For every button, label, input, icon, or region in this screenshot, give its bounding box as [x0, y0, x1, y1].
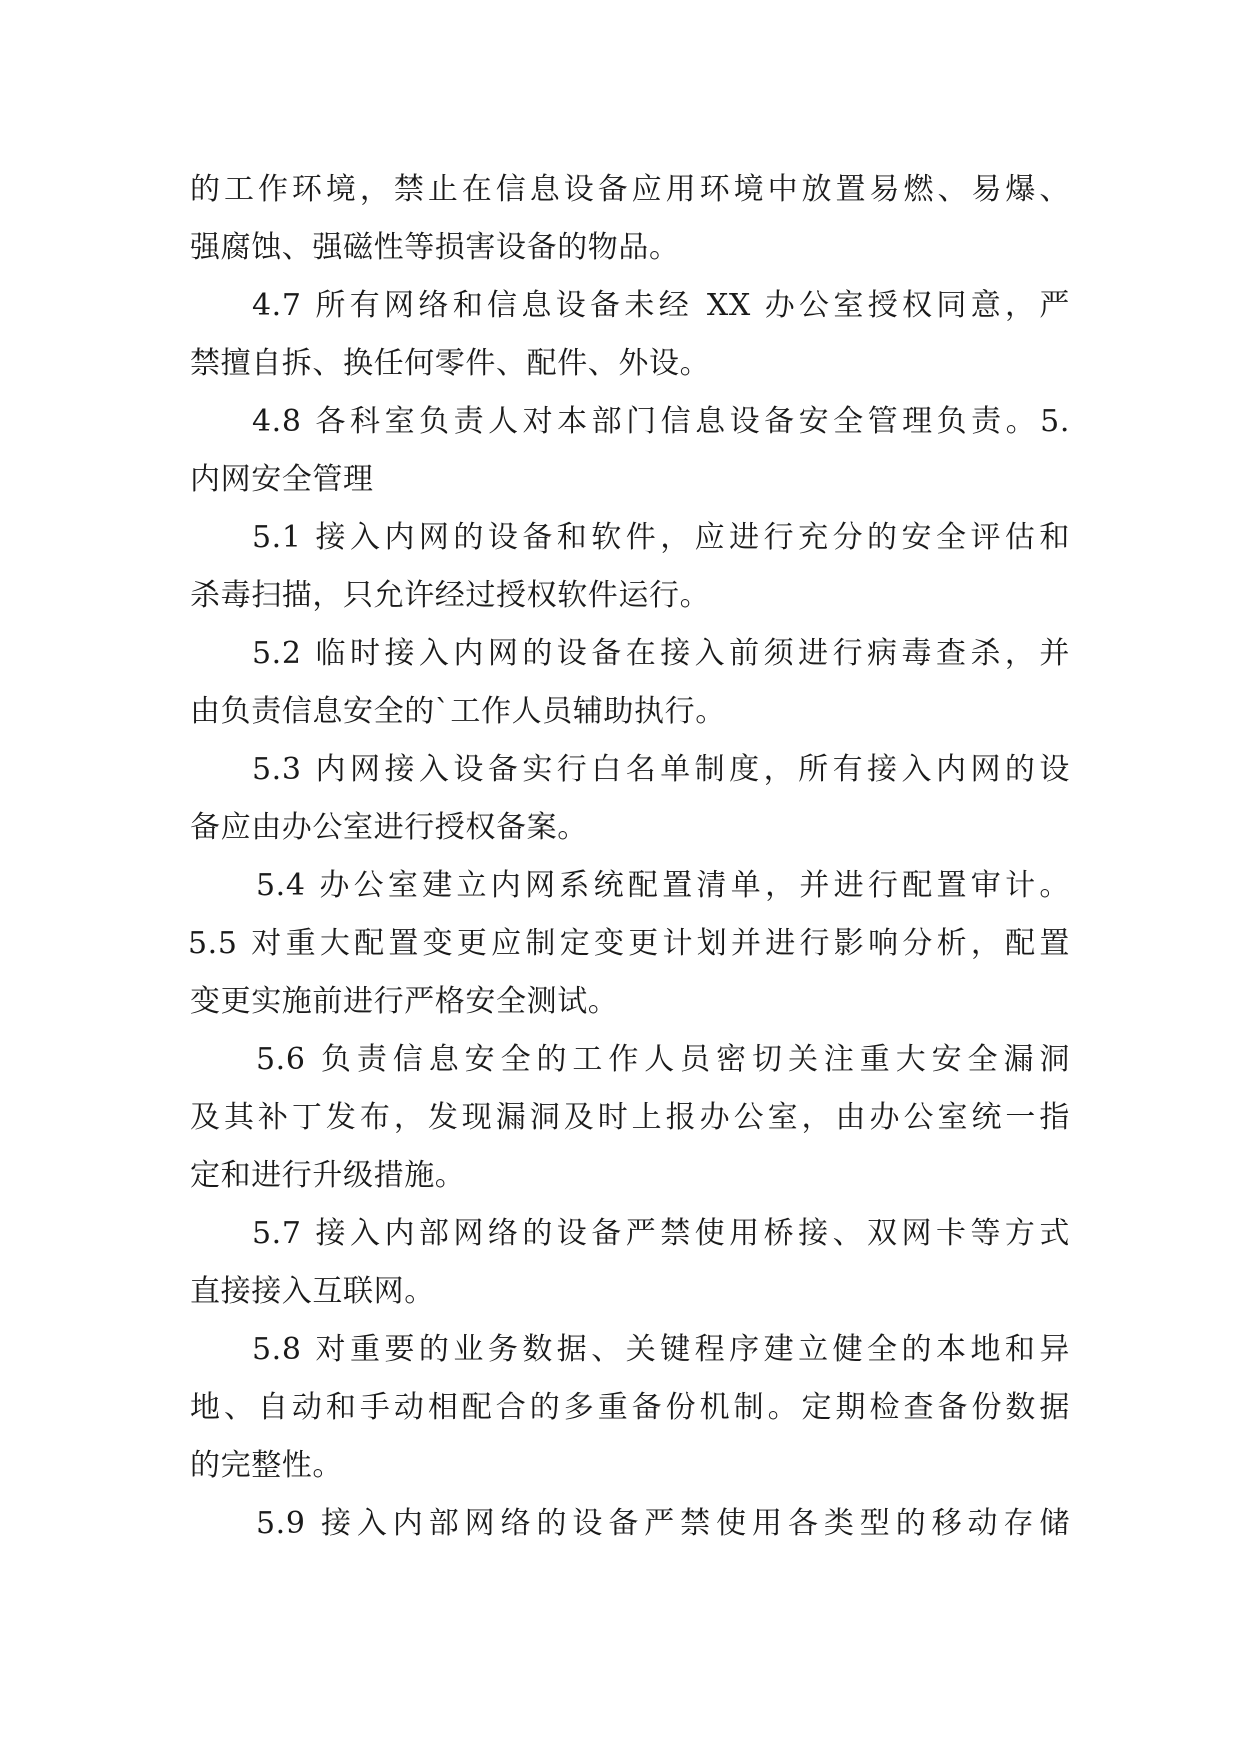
text-line: 变更实施前进行严格安全测试。 [190, 984, 619, 1019]
text-line: 5.5 对重大配置变更应制定变更计划并进行影响分析，配置 [188, 926, 1070, 961]
text-line: 由负责信息安全的`工作人员辅助执行。 [190, 694, 726, 729]
document-body [190, 161, 1070, 1553]
text-line: 禁擅自拆、换任何零件、配件、外设。 [190, 346, 711, 381]
text-line: 5.8 对重要的业务数据、关键程序建立健全的本地和异 [252, 1332, 1070, 1367]
text-line: 及其补丁发布，发现漏洞及时上报办公室，由办公室统一指 [190, 1100, 1070, 1135]
text-line: 地、自动和手动相配合的多重备份机制。定期检查备份数据 [190, 1390, 1070, 1425]
text-line: 定和进行升级措施。 [190, 1158, 466, 1193]
text-line: 5.3 内网接入设备实行白名单制度，所有接入内网的设 [252, 752, 1070, 787]
text-line: 的完整性。 [190, 1448, 343, 1483]
text-line: 4.8 各科室负责人对本部门信息设备安全管理负责。5. [252, 404, 1070, 439]
text-line: 4.7 所有网络和信息设备未经 XX 办公室授权同意，严 [252, 288, 1070, 323]
text-line: 强腐蚀、强磁性等损害设备的物品。 [190, 230, 680, 265]
text-line: 5.6 负责信息安全的工作人员密切关注重大安全漏洞 [256, 1042, 1070, 1077]
text-line: 的工作环境，禁止在信息设备应用环境中放置易燃、易爆、 [190, 172, 1070, 207]
text-line: 5.4 办公室建立内网系统配置清单，并进行配置审计。 [256, 868, 1070, 903]
text-line: 杀毒扫描，只允许经过授权软件运行。 [190, 578, 711, 613]
text-line: 5.1 接入内网的设备和软件，应进行充分的安全评估和 [252, 520, 1070, 555]
text-line: 5.2 临时接入内网的设备在接入前须进行病毒查杀，并 [252, 636, 1070, 671]
text-line: 直接接入互联网。 [190, 1274, 435, 1309]
text-line: 5.9 接入内部网络的设备严禁使用各类型的移动存储 [256, 1506, 1070, 1541]
text-line: 内网安全管理 [190, 462, 374, 497]
text-line: 5.7 接入内部网络的设备严禁使用桥接、双网卡等方式 [252, 1216, 1070, 1251]
text-line: 备应由办公室进行授权备案。 [190, 810, 588, 845]
